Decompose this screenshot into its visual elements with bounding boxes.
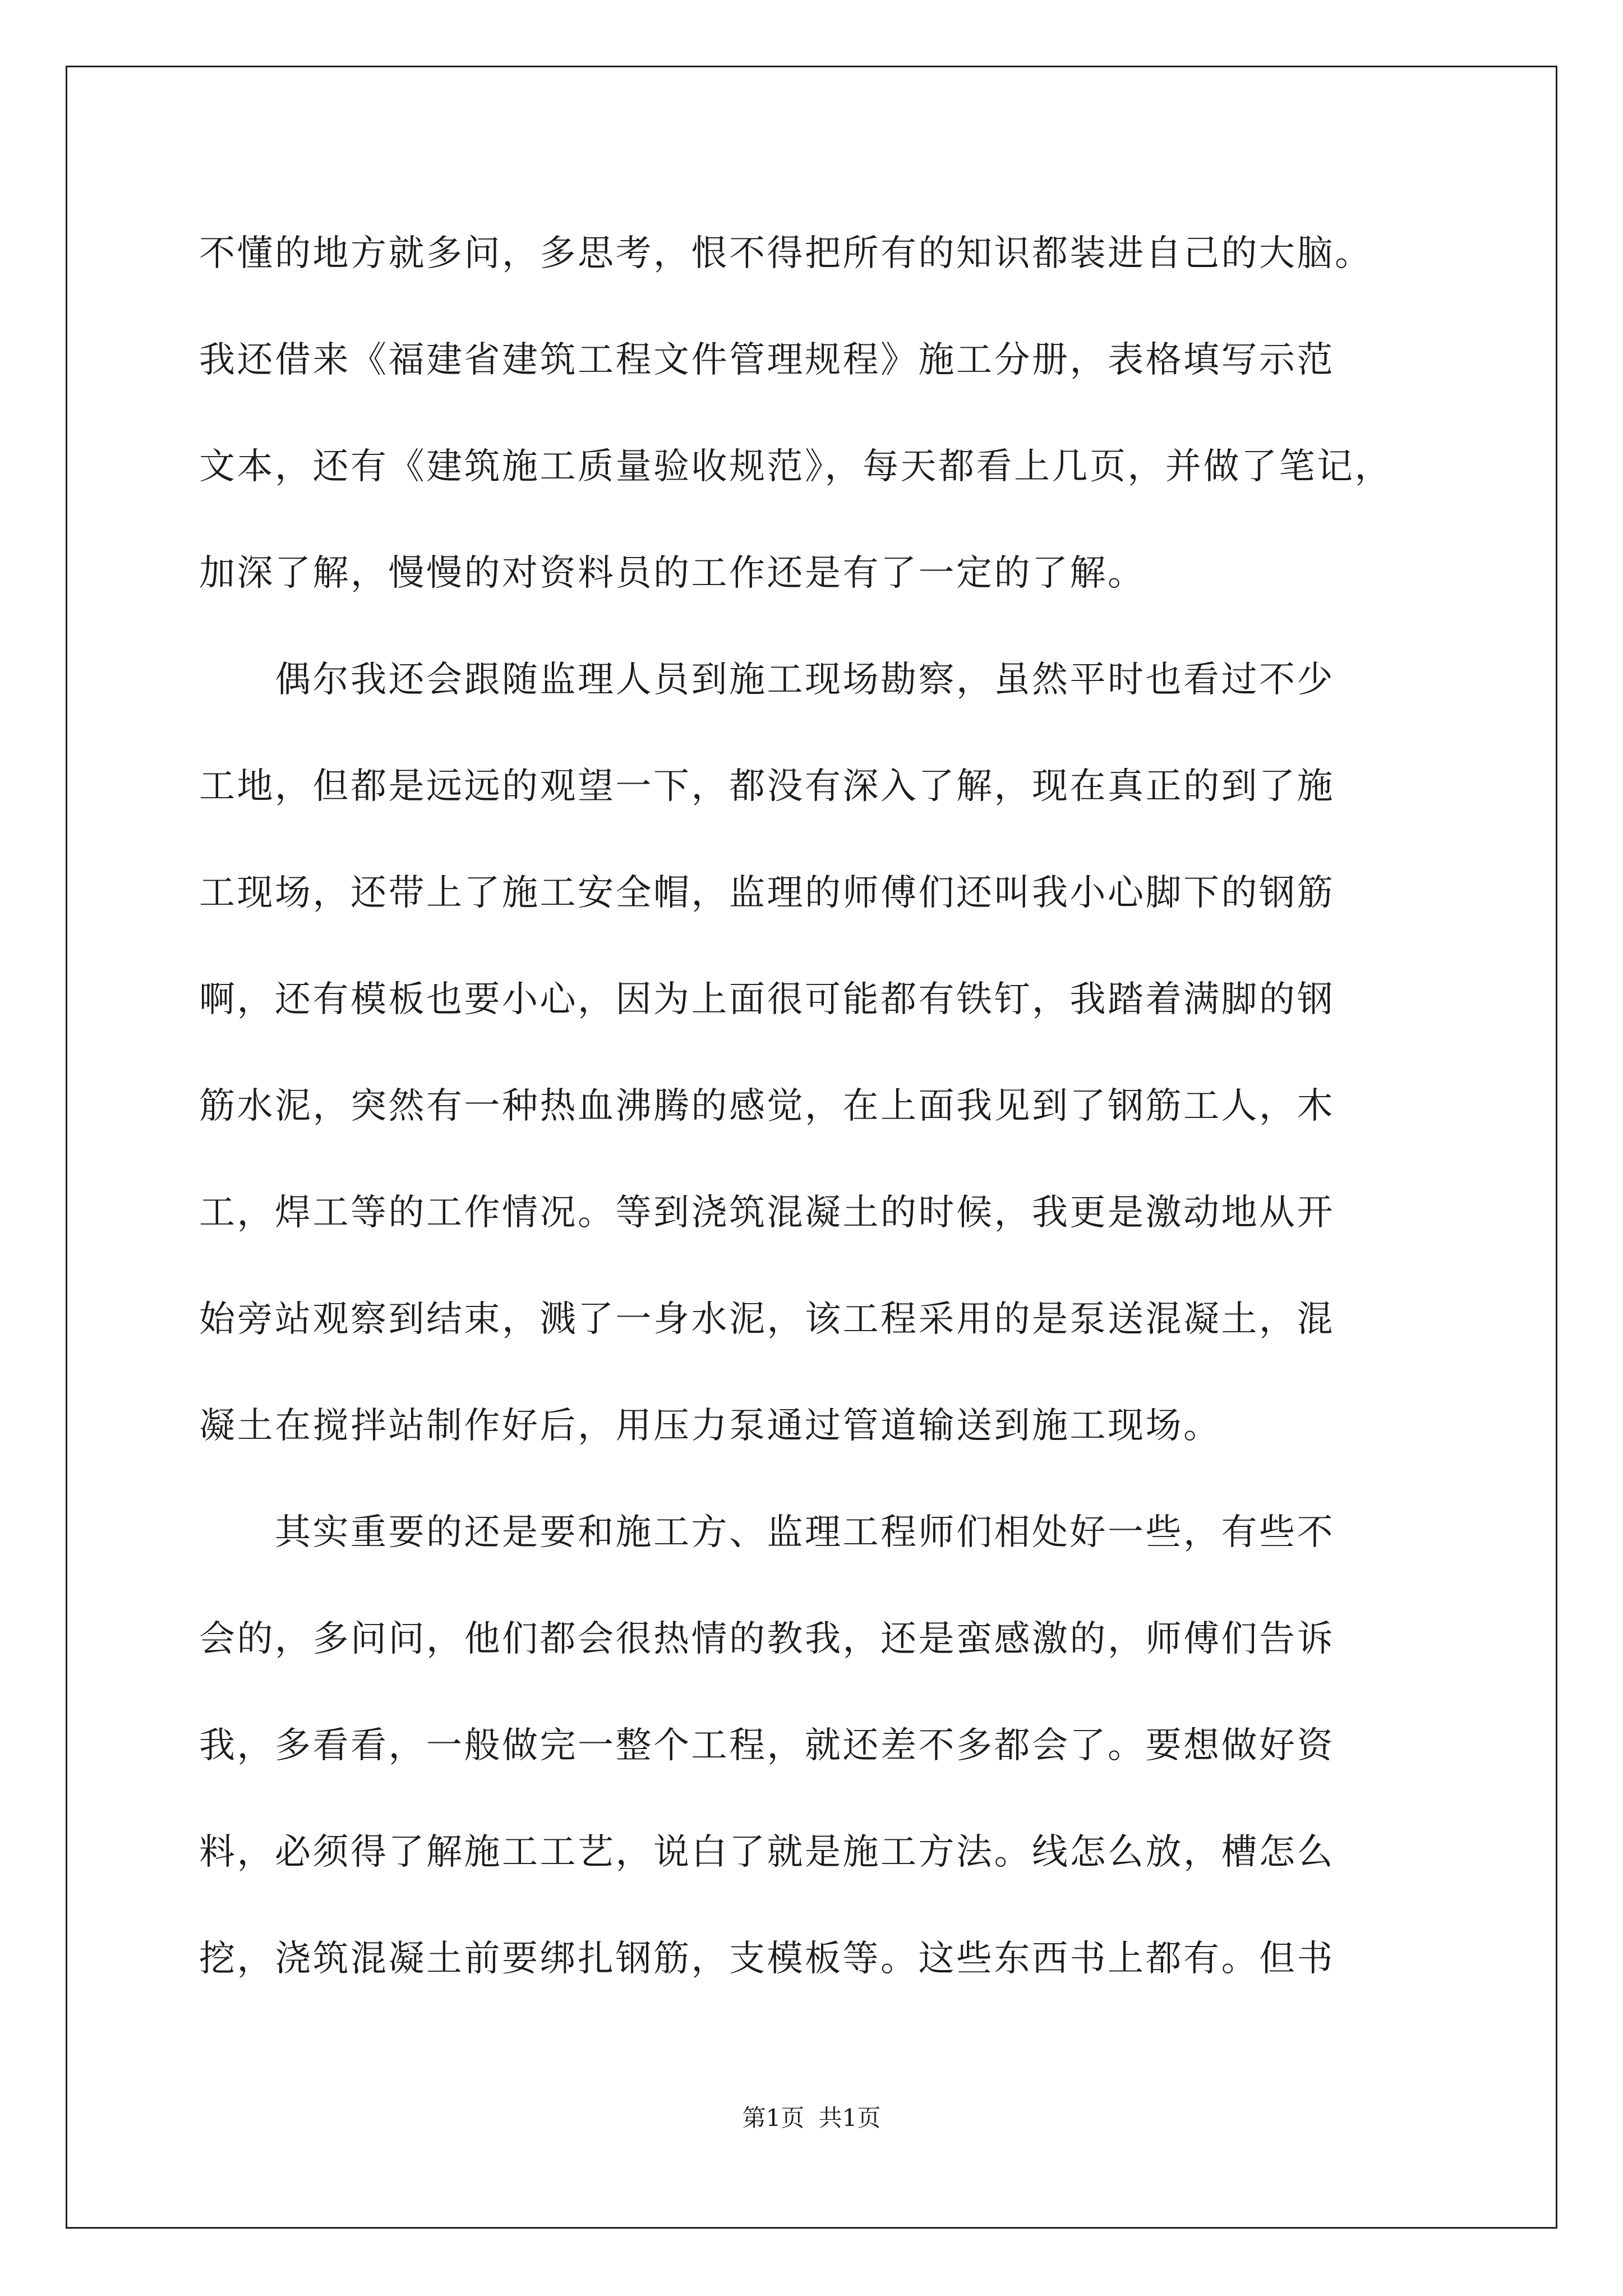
text-line: 我，多看看，一般做完一整个工程，就还差不多都会了。要想做好资	[199, 1725, 1335, 1766]
text-line: 挖，浇筑混凝土前要绑扎钢筋，支模板等。这些东西书上都有。但书	[199, 1938, 1335, 1980]
text-line: 始旁站观察到结束，溅了一身水泥，该工程采用的是泵送混凝土，混	[199, 1299, 1335, 1340]
text-line: 我还借来《福建省建筑工程文件管理规程》施工分册，表格填写示范	[199, 339, 1335, 381]
text-line: 工现场，还带上了施工安全帽，监理的师傅们还叫我小心脚下的钢筋	[199, 872, 1335, 914]
text-line: 偶尔我还会跟随监理人员到施工现场勘察，虽然平时也看过不少	[199, 659, 1335, 701]
text-line: 啊，还有模板也要小心，因为上面很可能都有铁钉，我踏着满脚的钢	[199, 979, 1335, 1020]
text-line: 不懂的地方就多问，多思考，恨不得把所有的知识都装进自己的大脑。	[199, 233, 1373, 274]
text-line: 工地，但都是远远的观望一下，都没有深入了解，现在真正的到了施	[199, 766, 1335, 807]
text-line: 会的，多问问，他们都会很热情的教我，还是蛮感激的，师傅们告诉	[199, 1618, 1335, 1660]
text-line: 料，必须得了解施工工艺，说白了就是施工方法。线怎么放，槽怎么	[199, 1832, 1335, 1873]
page-border	[66, 66, 1557, 2229]
text-line: 文本，还有《建筑施工质量验收规范》，每天都看上几页，并做了笔记，	[199, 446, 1393, 487]
text-line: 加深了解，慢慢的对资料员的工作还是有了一定的了解。	[199, 553, 1146, 594]
text-line: 工，焊工等的工作情况。等到浇筑混凝土的时候，我更是激动地从开	[199, 1192, 1335, 1234]
page-total: 共1页	[818, 2104, 881, 2132]
text-line: 凝土在搅拌站制作好后，用压力泵通过管道输送到施工现场。	[199, 1405, 1221, 1447]
page-number: 第1页	[742, 2104, 805, 2132]
page-footer	[0, 2102, 1623, 2134]
text-line: 其实重要的还是要和施工方、监理工程师们相处好一些，有些不	[199, 1512, 1335, 1553]
text-line: 筋水泥，突然有一种热血沸腾的感觉，在上面我见到了钢筋工人，木	[199, 1085, 1335, 1127]
